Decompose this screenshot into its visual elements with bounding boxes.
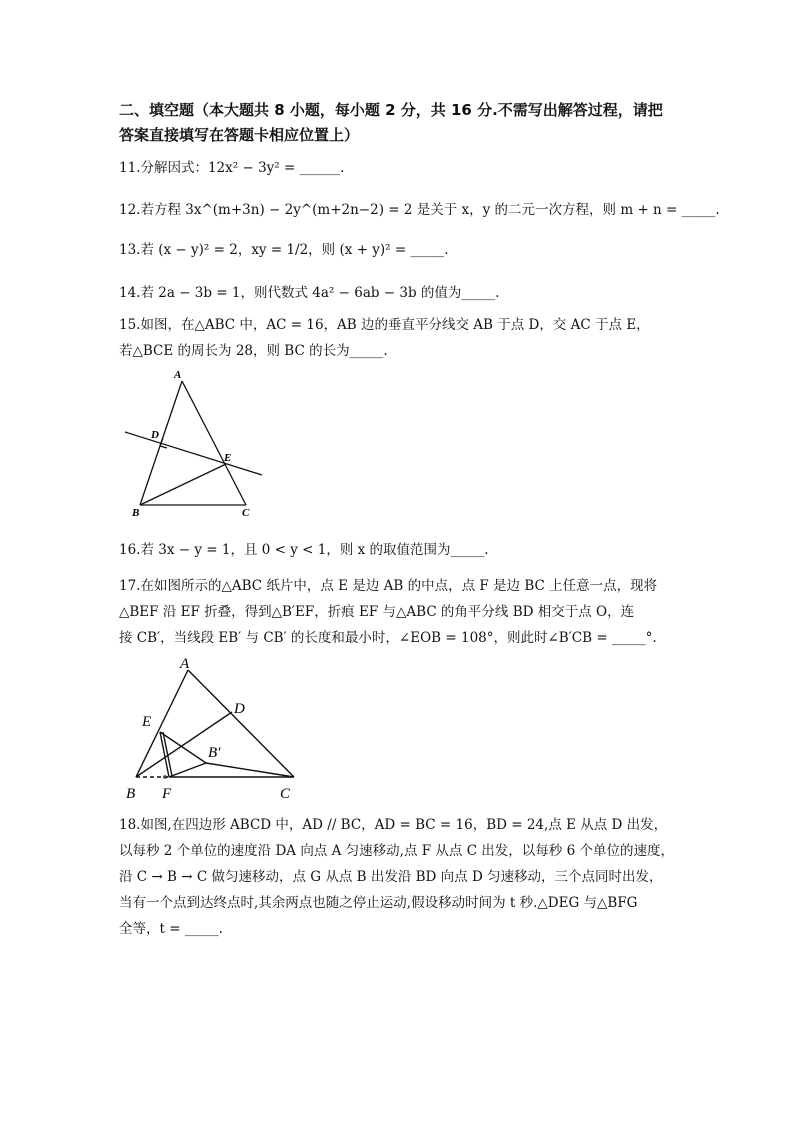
right-angle-mark	[160, 438, 167, 448]
question-18	[119, 812, 674, 942]
question-13: 13.若 (x − y)² = 2，xy = 1/2，则 (x + y)² = _____.	[119, 242, 449, 258]
question-18-line2: 以每秒 2 个单位的速度沿 DA 向点 A 匀速移动,点 F 从点 C 出发，以每秒 6 个单位的速度，	[119, 843, 674, 859]
section-heading	[119, 98, 719, 148]
label-b-prime: B′	[208, 745, 221, 761]
figure-17-folded-triangle	[122, 652, 307, 804]
question-15-line2: 若△BCE 的周长为 28，则 BC 的长为_____.	[119, 343, 388, 359]
question-15	[119, 312, 650, 364]
question-18-line3: 沿 C → B → C 做匀速移动，点 G 从点 B 出发沿 BD 向点 D 匀速移动，三个点同时出发，	[119, 869, 663, 885]
question-18-line1: 18.如图,在四边形 ABCD 中，AD // BC，AD = BC = 16，BD = 24,点 E 从点 D 出发，	[119, 817, 668, 833]
question-18-line4: 当有一个点到达终点时,其余两点也随之停止运动,假设移动时间为 t 秒.△DEG 与△BFG	[119, 895, 638, 911]
label-f: F	[162, 786, 172, 802]
label-c: C	[280, 786, 291, 802]
question-18-line5: 全等，t = _____.	[119, 921, 223, 937]
label-a: A	[174, 369, 182, 381]
segment-cb-prime	[206, 763, 294, 777]
label-e: E	[224, 452, 232, 464]
question-17-line3: 接 CB′，当线段 EB′ 与 CB′ 的长度和最小时，∠EOB = 108°，则此时∠B′CB = _____°.	[119, 630, 657, 646]
label-b: B	[132, 507, 140, 519]
segment-fb-prime	[169, 763, 206, 777]
segment-be	[140, 464, 226, 505]
question-16: 16.若 3x − y = 1，且 0 < y < 1，则 x 的取值范围为_____.	[119, 542, 489, 558]
label-d: D	[234, 701, 245, 717]
label-d: D	[151, 429, 159, 441]
question-14: 14.若 2a − 3b = 1，则代数式 4a² − 6ab − 3b 的值为_____.	[119, 285, 500, 301]
question-11: 11.分解因式：12x² − 3y² = ______.	[119, 160, 345, 176]
label-o: o	[163, 772, 167, 781]
question-17	[119, 573, 657, 651]
question-17-line2: △BEF 沿 EF 折叠，得到△B′EF，折痕 EF 与△ABC 的角平分线 BD 相交于点 O，连	[119, 604, 635, 620]
segment-ac	[182, 381, 246, 505]
question-17-line1: 17.在如图所示的△ABC 纸片中，点 E 是边 AB 的中点，点 F 是边 BC 上任意一点，现将	[119, 578, 658, 594]
label-c: C	[242, 507, 250, 519]
perpendicular-bisector	[125, 432, 262, 475]
question-12: 12.若方程 3x^(m+3n) − 2y^(m+2n−2) = 2 是关于 x，y 的二元一次方程，则 m + n = _____.	[119, 202, 720, 218]
section-heading-line1: 二、填空题（本大题共 8 小题，每小题 2 分，共 16 分.不需写出解答过程，请把	[119, 101, 663, 119]
figure-15-triangle	[120, 368, 270, 523]
question-15-line1: 15.如图，在△ABC 中，AC = 16，AB 边的垂直平分线交 AB 于点 D，交 AC 于点 E，	[119, 317, 650, 333]
label-b: B	[126, 786, 136, 802]
segment-eb-prime	[160, 732, 206, 763]
label-e: E	[142, 714, 152, 730]
label-a: A	[180, 656, 190, 672]
section-heading-line2: 答案直接填写在答题卡相应位置上）	[119, 126, 360, 144]
